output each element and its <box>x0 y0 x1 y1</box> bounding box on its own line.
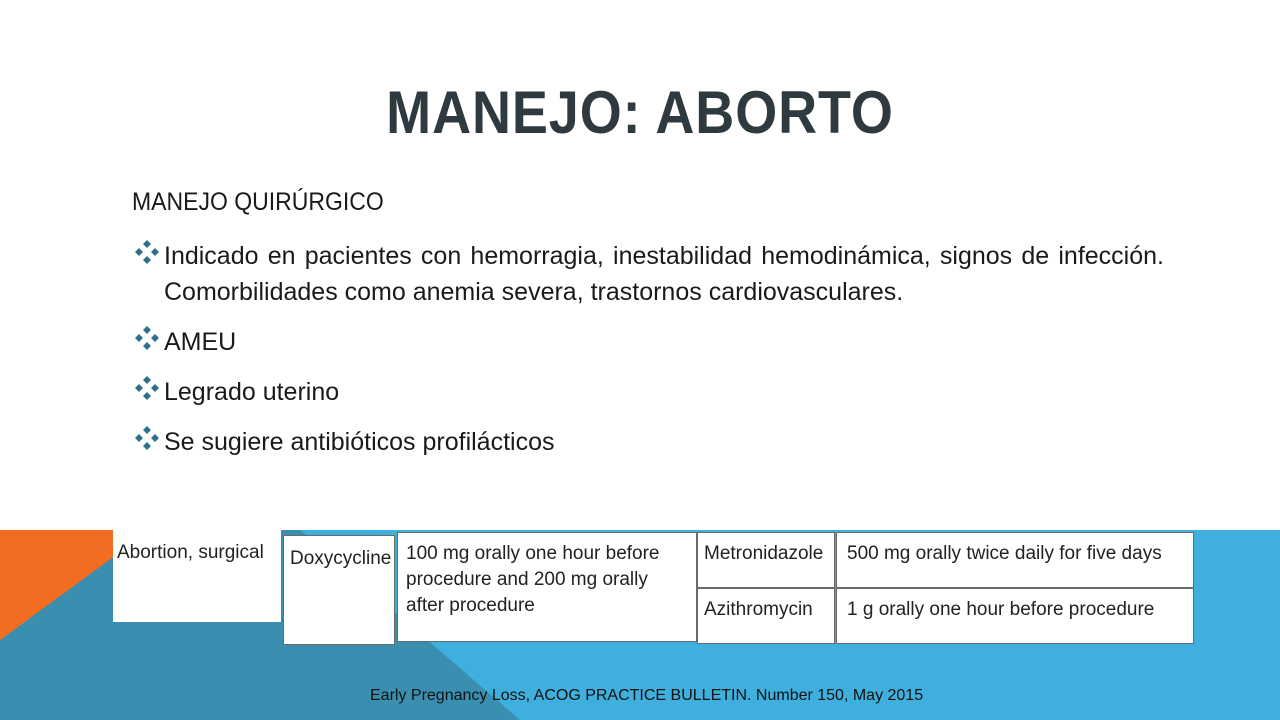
bullet-item <box>132 424 1164 460</box>
bullet-text: AMEU <box>164 328 237 356</box>
bullet-item <box>132 324 1164 360</box>
bullet-item <box>132 374 1164 410</box>
table-drug3-cell <box>697 588 835 644</box>
table-dose1-cell <box>397 532 697 642</box>
bullet-list <box>132 238 1164 474</box>
drug-label: Metronidazole <box>704 543 824 564</box>
procedure-label: Abortion, surgical <box>117 542 264 563</box>
diamond-cluster-icon <box>132 374 164 409</box>
bullet-text: Indicado en pacientes con hemorragia, inestabilidad hemodinámica, signos de infección. Comorbilidades como anemia severa, trastornos cardiovasculares. <box>164 242 1164 306</box>
table-drug1-cell <box>283 535 395 645</box>
section-subheading: MANEJO QUIRÚRGICO <box>132 188 384 216</box>
bullet-text: Legrado uterino <box>164 378 340 406</box>
bullet-item <box>132 238 1164 310</box>
table-dose2-cell <box>836 532 1194 588</box>
bullet-text: Se sugiere antibióticos profilácticos <box>164 428 555 456</box>
diamond-cluster-icon <box>132 324 164 359</box>
table-drug2-cell <box>697 532 835 588</box>
dose-text: 1 g orally one hour before procedure <box>847 599 1155 620</box>
dose-text: 100 mg orally one hour before procedure and 200 mg orally after procedure <box>406 543 660 616</box>
drug-label: Doxycycline <box>290 548 392 569</box>
citation: Early Pregnancy Loss, ACOG PRACTICE BULLETIN. Number 150, May 2015 <box>370 687 924 704</box>
slide-title: MANEJO: ABORTO <box>386 79 894 146</box>
diamond-cluster-icon <box>132 238 164 273</box>
table-procedure-cell <box>113 530 281 622</box>
dose-text: 500 mg orally twice daily for five days <box>847 543 1162 564</box>
diamond-cluster-icon <box>132 424 164 459</box>
drug-label: Azithromycin <box>704 599 813 620</box>
table-dose3-cell <box>836 588 1194 644</box>
